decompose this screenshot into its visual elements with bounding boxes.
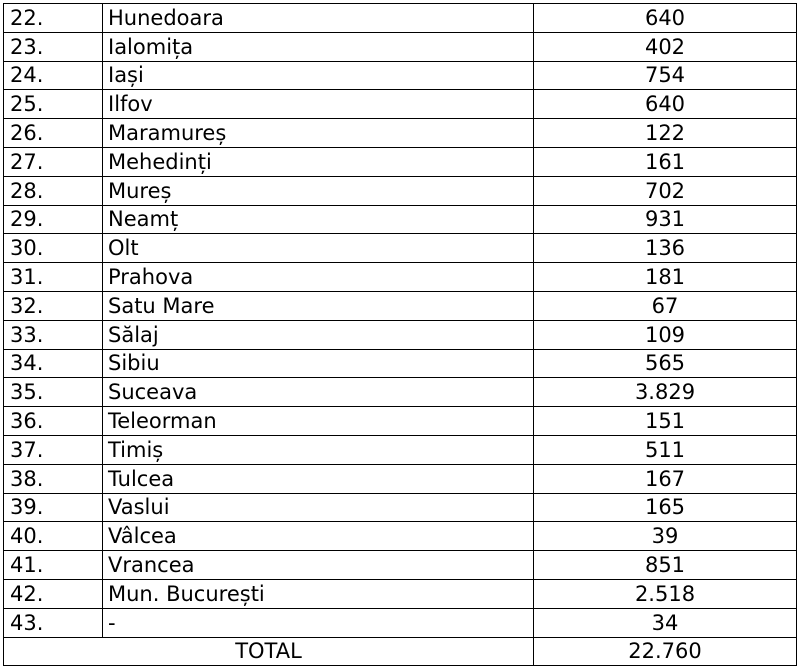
row-number: 39. (4, 493, 103, 522)
row-value: 109 (534, 320, 797, 349)
table-row (4, 90, 797, 119)
total-value: 22.760 (534, 637, 797, 666)
row-value: 565 (534, 349, 797, 378)
row-number: 37. (4, 435, 103, 464)
row-number: 43. (4, 608, 103, 637)
table-row (4, 579, 797, 608)
row-number: 38. (4, 464, 103, 493)
row-county: Mun. București (103, 579, 534, 608)
row-value: 851 (534, 551, 797, 580)
row-number: 31. (4, 263, 103, 292)
county-data-table (3, 3, 797, 666)
row-number: 42. (4, 579, 103, 608)
row-number: 35. (4, 378, 103, 407)
row-number: 26. (4, 119, 103, 148)
row-value: 167 (534, 464, 797, 493)
row-number: 36. (4, 407, 103, 436)
row-number: 25. (4, 90, 103, 119)
table-row (4, 263, 797, 292)
row-county: Timiș (103, 435, 534, 464)
row-number: 34. (4, 349, 103, 378)
table-row (4, 493, 797, 522)
row-number: 27. (4, 147, 103, 176)
row-county: Sălaj (103, 320, 534, 349)
table-row (4, 349, 797, 378)
table-row (4, 435, 797, 464)
table-row (4, 608, 797, 637)
row-county: Mehedinți (103, 147, 534, 176)
table-row (4, 464, 797, 493)
row-county: Teleorman (103, 407, 534, 436)
row-value: 34 (534, 608, 797, 637)
table-row (4, 32, 797, 61)
row-county: - (103, 608, 534, 637)
total-row (4, 637, 797, 666)
row-number: 24. (4, 61, 103, 90)
table-row (4, 176, 797, 205)
table-row (4, 205, 797, 234)
row-county: Iași (103, 61, 534, 90)
row-county: Vaslui (103, 493, 534, 522)
row-county: Vrancea (103, 551, 534, 580)
row-number: 32. (4, 291, 103, 320)
table-row (4, 4, 797, 33)
table-row (4, 234, 797, 263)
table-row (4, 407, 797, 436)
row-county: Sibiu (103, 349, 534, 378)
row-county: Ialomița (103, 32, 534, 61)
row-value: 3.829 (534, 378, 797, 407)
row-county: Neamț (103, 205, 534, 234)
table-row (4, 61, 797, 90)
row-value: 67 (534, 291, 797, 320)
row-number: 40. (4, 522, 103, 551)
row-value: 2.518 (534, 579, 797, 608)
row-value: 402 (534, 32, 797, 61)
table-row (4, 320, 797, 349)
row-value: 931 (534, 205, 797, 234)
row-county: Mureș (103, 176, 534, 205)
table-row (4, 551, 797, 580)
row-value: 640 (534, 4, 797, 33)
row-value: 640 (534, 90, 797, 119)
row-number: 28. (4, 176, 103, 205)
row-value: 136 (534, 234, 797, 263)
row-county: Vâlcea (103, 522, 534, 551)
row-number: 30. (4, 234, 103, 263)
row-number: 33. (4, 320, 103, 349)
row-number: 23. (4, 32, 103, 61)
row-county: Prahova (103, 263, 534, 292)
row-county: Hunedoara (103, 4, 534, 33)
row-county: Ilfov (103, 90, 534, 119)
row-county: Tulcea (103, 464, 534, 493)
table-row (4, 378, 797, 407)
row-number: 41. (4, 551, 103, 580)
row-county: Olt (103, 234, 534, 263)
row-county: Suceava (103, 378, 534, 407)
row-value: 754 (534, 61, 797, 90)
row-value: 165 (534, 493, 797, 522)
row-value: 702 (534, 176, 797, 205)
row-value: 181 (534, 263, 797, 292)
table-row (4, 291, 797, 320)
row-value: 122 (534, 119, 797, 148)
row-number: 29. (4, 205, 103, 234)
table-row (4, 522, 797, 551)
row-county: Satu Mare (103, 291, 534, 320)
table-row (4, 147, 797, 176)
row-value: 151 (534, 407, 797, 436)
row-county: Maramureș (103, 119, 534, 148)
row-value: 511 (534, 435, 797, 464)
total-label: TOTAL (4, 637, 534, 666)
row-value: 161 (534, 147, 797, 176)
row-value: 39 (534, 522, 797, 551)
table-row (4, 119, 797, 148)
table-body (4, 4, 797, 638)
row-number: 22. (4, 4, 103, 33)
